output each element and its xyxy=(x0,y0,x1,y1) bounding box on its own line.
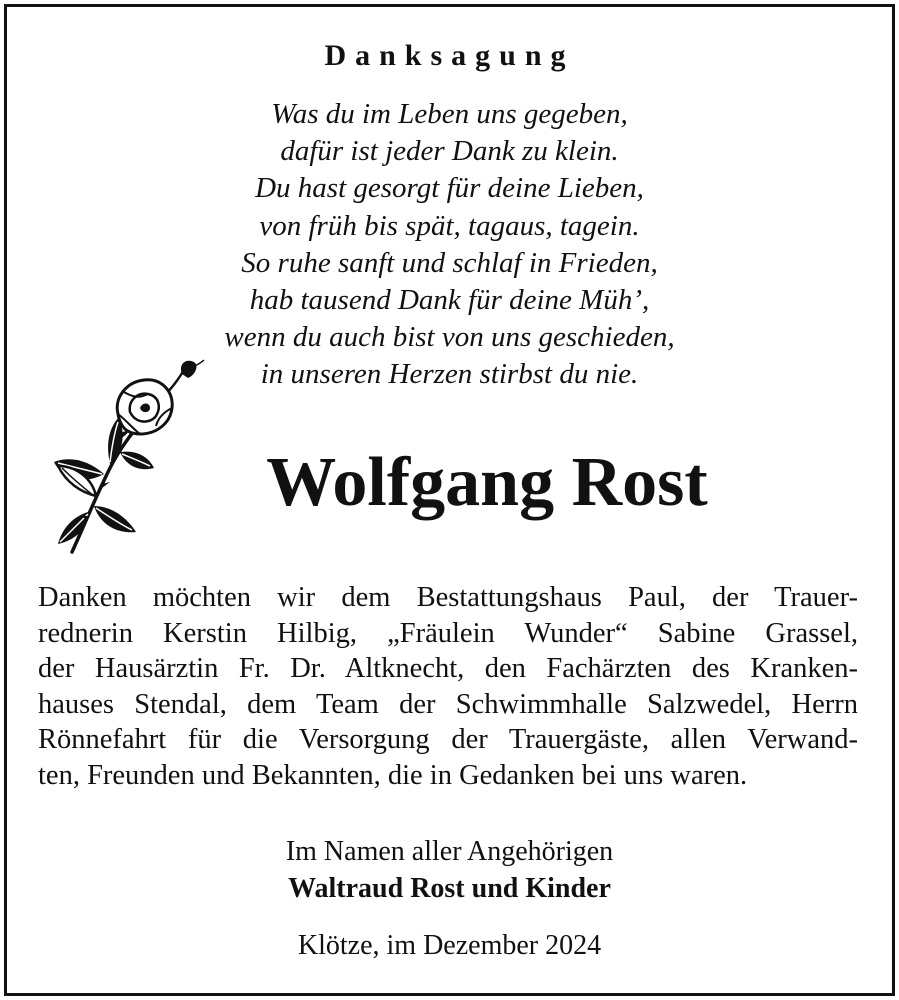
deceased-name: Wolfgang Rost xyxy=(266,444,708,521)
thanks-line: rednerin Kerstin Hilbig, „Fräulein Wunder“ Sabine Grassel, xyxy=(38,617,858,649)
signature-intro: Im Namen aller Angehörigen xyxy=(285,836,614,867)
poem-line: hab tausend Dank für deine Müh’, xyxy=(249,284,650,317)
signature-names: Waltraud Rost und Kinder xyxy=(288,873,611,904)
thanks-paragraph xyxy=(38,580,858,793)
poem-line: wenn du auch bist von uns geschieden, xyxy=(224,321,675,354)
thanks-line: hauses Stendal, dem Team der Schwimmhalle Salzwedel, Herrn xyxy=(38,688,858,720)
thanks-line: Rönnefahrt für die Versorgung der Trauergäste, allen Verwand- xyxy=(38,724,858,755)
poem-line: Du hast gesorgt für deine Lieben, xyxy=(255,172,644,205)
poem-line: Was du im Leben uns gegeben, xyxy=(271,98,628,130)
poem-line: So ruhe sanft und schlaf in Frieden, xyxy=(241,246,658,279)
poem-line: von früh bis spät, tagaus, tagein. xyxy=(259,209,640,242)
thanks-line: der Hausärztin Fr. Dr. Altknecht, den Fachärzten des Kranken- xyxy=(38,653,858,684)
poem-line: dafür ist jeder Dank zu klein. xyxy=(280,135,619,168)
thanks-line: Danken möchten wir dem Bestattungshaus Paul, der Trauer- xyxy=(38,582,858,613)
rose-icon xyxy=(44,356,224,556)
poem xyxy=(0,96,899,394)
notice-heading: Danksagung xyxy=(324,39,575,72)
poem-line: in unseren Herzen stirbst du nie. xyxy=(260,358,639,391)
place-date: Klötze, im Dezember 2024 xyxy=(297,930,602,961)
thanks-line: ten, Freunden und Bekannten, die in Gedanken bei uns waren. xyxy=(38,759,748,791)
